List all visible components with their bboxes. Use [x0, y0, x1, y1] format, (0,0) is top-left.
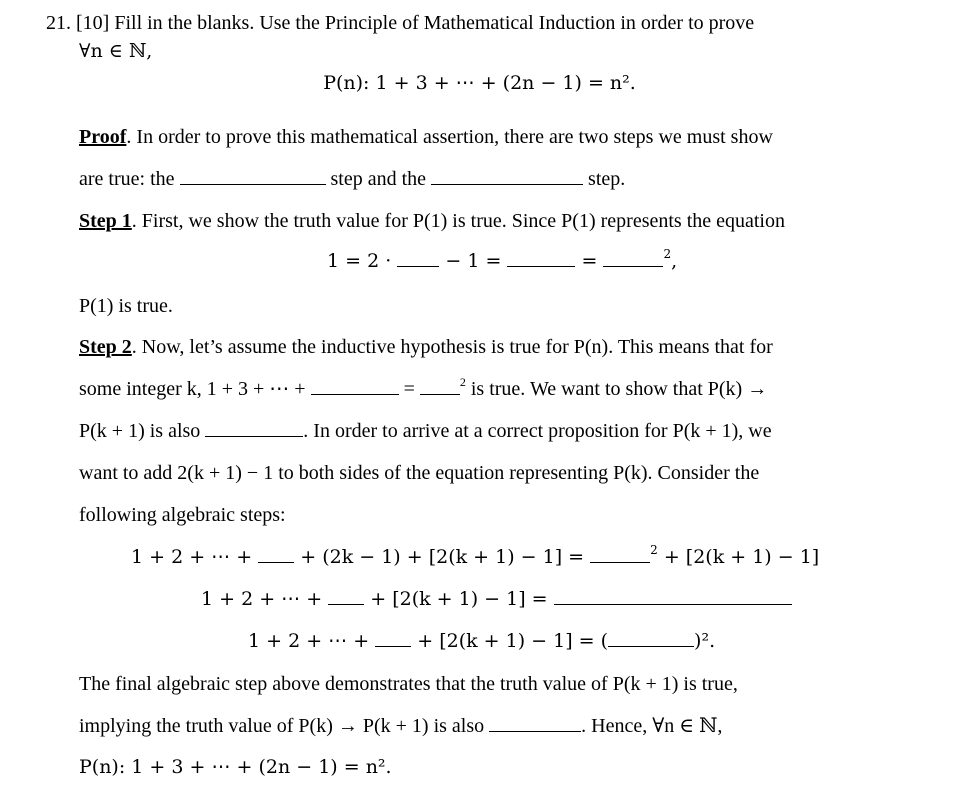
- algebra-step-1: [131, 544, 819, 570]
- blank-step1-1[interactable]: [397, 248, 439, 267]
- blank-alg3-term[interactable]: [375, 628, 411, 647]
- step1-conclusion: P(1) is true.: [79, 295, 173, 317]
- step1-eq-b: − 1 =: [445, 250, 502, 272]
- step1-eq-a: 1 = 2 ·: [327, 250, 392, 272]
- problem-number: 21.: [46, 12, 71, 34]
- step2-line5: following algebraic steps:: [79, 504, 286, 526]
- blank-alg3-base[interactable]: [608, 628, 694, 647]
- proof-intro-text: . In order to prove this mathematical assertion, there are two steps we must show: [126, 126, 773, 148]
- blank-final-also[interactable]: [489, 713, 581, 732]
- alg3-c: )².: [694, 630, 716, 652]
- step2-line2-b: =: [403, 378, 415, 400]
- step2-intro: [79, 334, 773, 360]
- step1-exponent: 2: [663, 247, 672, 261]
- final-line1: The final algebraic step above demonstrates that the truth value of P(k + 1) is true,: [79, 673, 738, 695]
- algebra-step-3: [248, 628, 715, 654]
- alg3-a: 1 + 2 + ⋯ +: [248, 630, 370, 652]
- alg1-b: + (2k − 1) + [2(k + 1) − 1] =: [300, 546, 585, 568]
- alg1-a: 1 + 2 + ⋯ +: [131, 546, 253, 568]
- step1-comma: ,: [671, 250, 678, 272]
- problem-points: [10]: [76, 12, 110, 34]
- step1-text: . First, we show the truth value for P(1) is true. Since P(1) represents the equation: [131, 210, 785, 232]
- blank-step2-term[interactable]: [311, 376, 399, 395]
- proof-intro: [79, 124, 773, 150]
- blank-base-step[interactable]: [180, 166, 326, 185]
- final-line2: [79, 713, 722, 739]
- step2-line2: [79, 376, 767, 402]
- alg2-b: + [2(k + 1) − 1] =: [370, 588, 548, 610]
- final-line2-b: . Hence, ∀n ∈ ℕ,: [581, 715, 723, 737]
- blank-alg1-square[interactable]: [590, 544, 650, 563]
- step2-line2-c: is true. We want to show that P(k) →: [470, 378, 768, 400]
- step1-label: Step 1: [79, 210, 132, 232]
- proof-line2: [79, 166, 625, 192]
- alg2-a: 1 + 2 + ⋯ +: [201, 588, 323, 610]
- step2-line4: want to add 2(k + 1) − 1 to both sides of the equation representing P(k). Consider the: [79, 462, 760, 484]
- step2-text: . Now, let’s assume the inductive hypothesis is true for P(n). This means that for: [131, 336, 773, 358]
- step2-line2-a: some integer k, 1 + 3 + ⋯ +: [79, 378, 306, 400]
- step2-line3: [79, 418, 772, 444]
- step1-intro: [79, 208, 785, 234]
- main-statement: P(n): 1 + 3 + ⋯ + (2n − 1) = n².: [323, 72, 636, 94]
- blank-step2-also[interactable]: [205, 418, 303, 437]
- step2-line3-b: . In order to arrive at a correct proposition for P(k + 1), we: [303, 420, 772, 442]
- algebra-step-2: [201, 586, 792, 612]
- proof-line2-a: are true: the: [79, 168, 175, 190]
- alg1-exponent: 2: [650, 543, 658, 557]
- blank-inductive-step[interactable]: [431, 166, 583, 185]
- step1-equation: [327, 248, 677, 274]
- quantifier: ∀n ∈ ℕ,: [79, 40, 153, 62]
- step2-exponent: 2: [459, 375, 466, 389]
- step2-label: Step 2: [79, 336, 132, 358]
- problem-header: [46, 10, 754, 36]
- blank-step1-2[interactable]: [507, 248, 575, 267]
- final-line2-a: implying the truth value of P(k) → P(k + 1) is also: [79, 715, 485, 737]
- blank-alg1-term[interactable]: [258, 544, 294, 563]
- alg1-c: + [2(k + 1) − 1]: [663, 546, 820, 568]
- blank-alg2-term[interactable]: [328, 586, 364, 605]
- final-statement: P(n): 1 + 3 + ⋯ + (2n − 1) = n².: [79, 756, 392, 778]
- blank-alg2-rhs[interactable]: [554, 586, 792, 605]
- blank-step2-square[interactable]: [420, 376, 460, 395]
- proof-line2-b: step and the: [330, 168, 427, 190]
- step1-eq-c: =: [581, 250, 598, 272]
- proof-label: Proof: [79, 126, 127, 148]
- problem-instruction: Fill in the blanks. Use the Principle of Mathematical Induction in order to prove: [114, 12, 755, 34]
- step2-line3-a: P(k + 1) is also: [79, 420, 201, 442]
- alg3-b: + [2(k + 1) − 1] = (: [417, 630, 609, 652]
- proof-line2-c: step.: [588, 168, 626, 190]
- blank-step1-3[interactable]: [603, 248, 663, 267]
